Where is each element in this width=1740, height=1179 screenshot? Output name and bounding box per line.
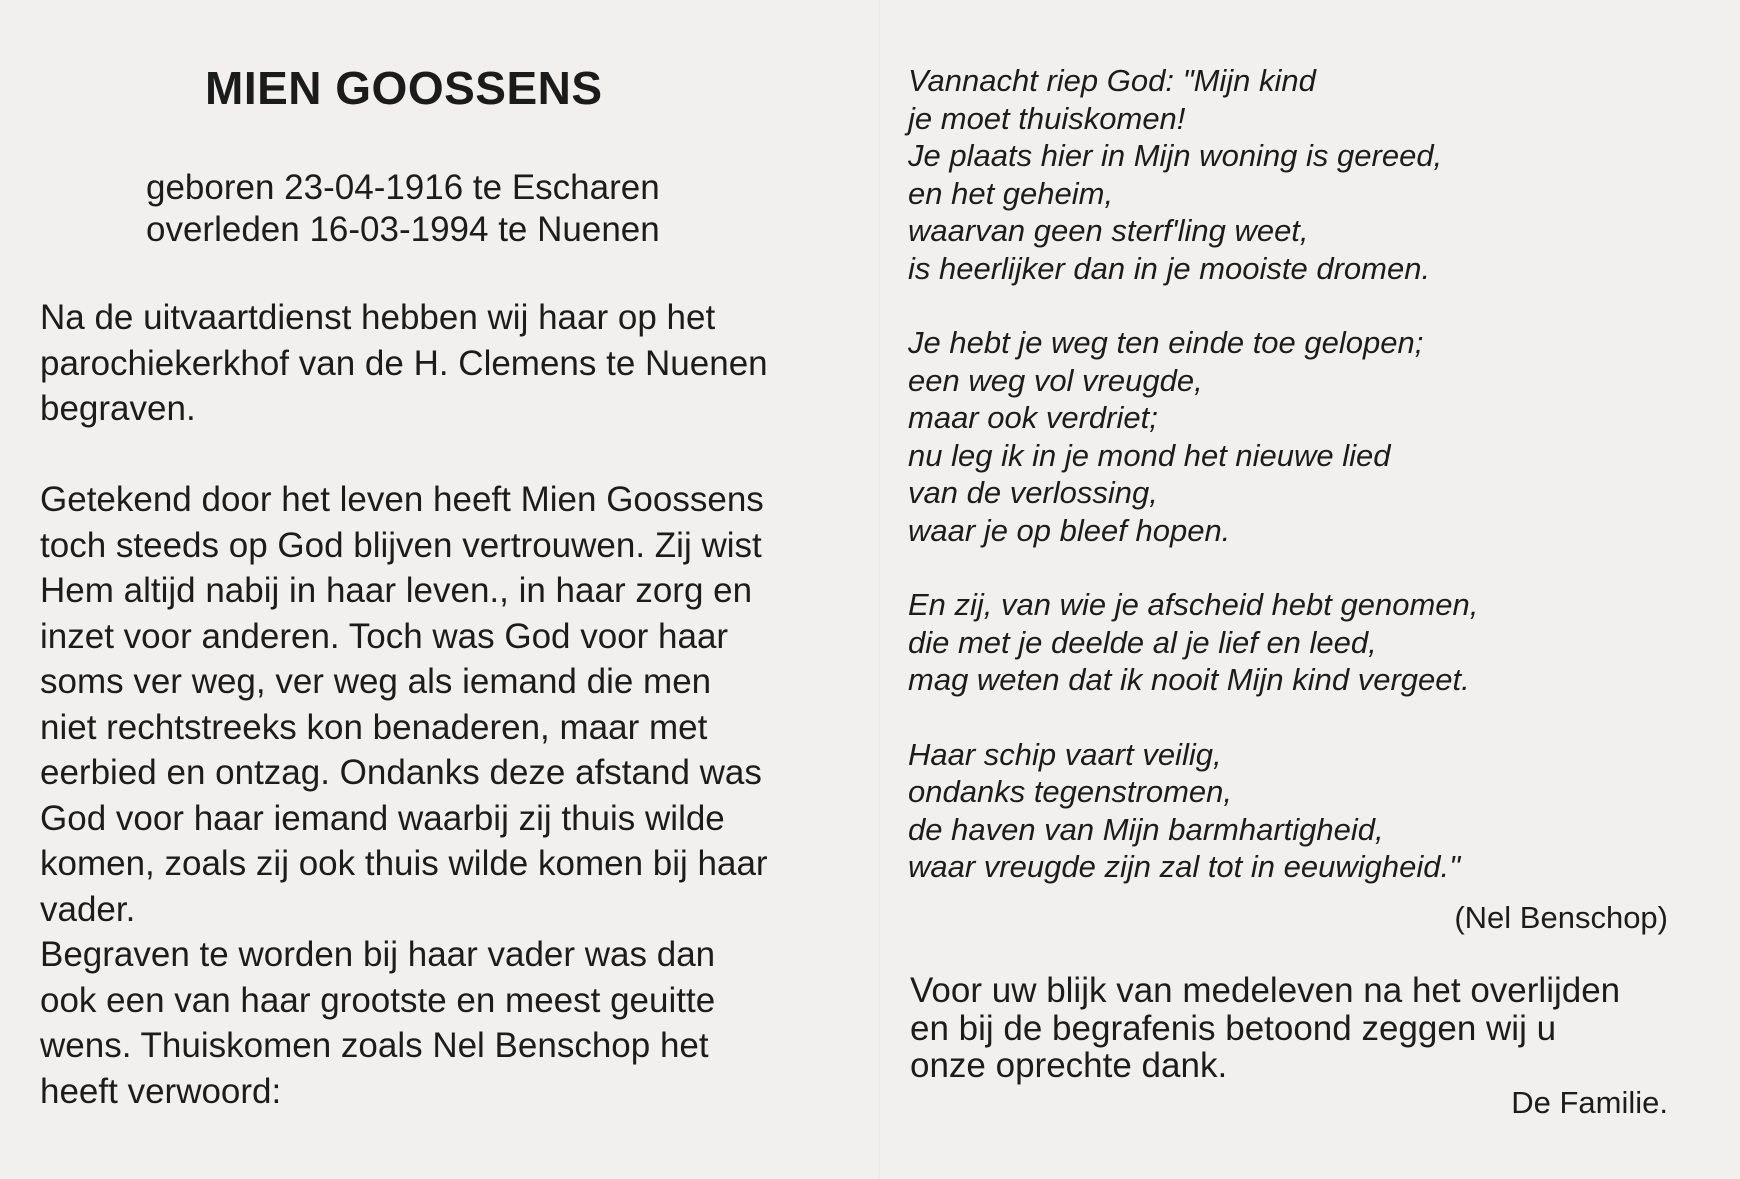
text-line: onze oprechte dank.	[910, 1046, 1228, 1085]
life-paragraph	[40, 477, 768, 1114]
deceased-name: MIEN GOOSSENS	[205, 62, 603, 114]
text-line: toch steeds op God blijven vertrouwen. Zij wist	[40, 525, 762, 565]
burial-paragraph	[40, 295, 768, 432]
text-line: Hem altijd nabij in haar leven., in haar zorg en	[40, 571, 753, 610]
poem-line: en het geheim,	[908, 175, 1114, 211]
text-line: niet rechtstreeks kon benaderen, maar met	[40, 707, 708, 747]
poem-line: waar je op bleef hopen.	[908, 512, 1231, 548]
thanks-message	[910, 972, 1620, 1085]
poem-line: Vannacht riep God: "Mijn kind	[908, 63, 1316, 98]
poem-line: die met je deelde al je lief en leed,	[908, 624, 1377, 660]
text-line: heeft verwoord:	[40, 1071, 282, 1111]
text-line: komen, zoals zij ook thuis wilde komen bij haar	[40, 844, 768, 883]
life-dates	[146, 167, 660, 251]
text-line: parochiekerkhof van de H. Clemens te Nuenen	[40, 343, 768, 383]
poem-line: Je hebt je weg ten einde toe gelopen;	[908, 325, 1424, 360]
poem-stanza	[908, 736, 1478, 886]
text-line: ook een van haar grootste en meest geuitte	[40, 980, 716, 1020]
text-line: Voor uw blijk van medeleven na het overlijden	[910, 971, 1621, 1010]
text-line: wens. Thuiskomen zoals Nel Benschop het	[40, 1026, 709, 1065]
poem-line: Haar schip vaart veilig,	[908, 736, 1222, 772]
poem-line: de haven van Mijn barmhartigheid,	[908, 811, 1384, 847]
text-line: soms ver weg, ver weg als iemand die men	[40, 662, 712, 701]
poem-line: Je plaats hier in Mijn woning is gereed,	[908, 138, 1443, 173]
birth-date: geboren 23-04-1916 te Escharen	[146, 168, 660, 207]
text-line: eerbied en ontzag. Ondanks deze afstand was	[40, 753, 762, 792]
poem-line: mag weten dat ik nooit Mijn kind vergeet.	[908, 662, 1470, 697]
death-date: overleden 16-03-1994 te Nuenen	[146, 210, 660, 249]
poem-attribution: (Nel Benschop)	[1454, 900, 1668, 935]
poem-line: van de verlossing,	[908, 475, 1158, 510]
card-fold	[879, 0, 881, 1179]
poem-stanza	[908, 586, 1478, 699]
poem-line: is heerlijker dan in je mooiste dromen.	[908, 250, 1431, 286]
poem	[908, 62, 1478, 886]
poem-line: waar vreugde zijn zal tot in eeuwigheid."	[908, 849, 1461, 884]
poem-line: En zij, van wie je afscheid hebt genomen,	[908, 587, 1479, 622]
poem-stanza	[908, 324, 1478, 549]
text-line: Na de uitvaartdienst hebben wij haar op het	[40, 298, 716, 337]
poem-line: waarvan geen sterf'ling weet,	[908, 213, 1309, 248]
poem-line: nu leg ik in je mond het nieuwe lied	[908, 437, 1391, 473]
poem-line: ondanks tegenstromen,	[908, 774, 1232, 809]
text-line: Getekend door het leven heeft Mien Goossens	[40, 480, 764, 519]
family-signature: De Familie.	[1511, 1085, 1668, 1120]
text-line: begraven.	[40, 389, 196, 428]
text-line: inzet voor anderen. Toch was God voor haar	[40, 616, 729, 656]
text-line: God voor haar iemand waarbij zij thuis wilde	[40, 798, 725, 838]
poem-line: maar ook verdriet;	[908, 400, 1158, 435]
poem-line: een weg vol vreugde,	[908, 362, 1203, 398]
text-line: Begraven te worden bij haar vader was dan	[40, 935, 716, 974]
text-line: en bij de begrafenis betoond zeggen wij u	[910, 1008, 1557, 1048]
poem-stanza	[908, 62, 1478, 287]
poem-line: je moet thuiskomen!	[908, 100, 1186, 136]
text-line: vader.	[40, 889, 136, 929]
